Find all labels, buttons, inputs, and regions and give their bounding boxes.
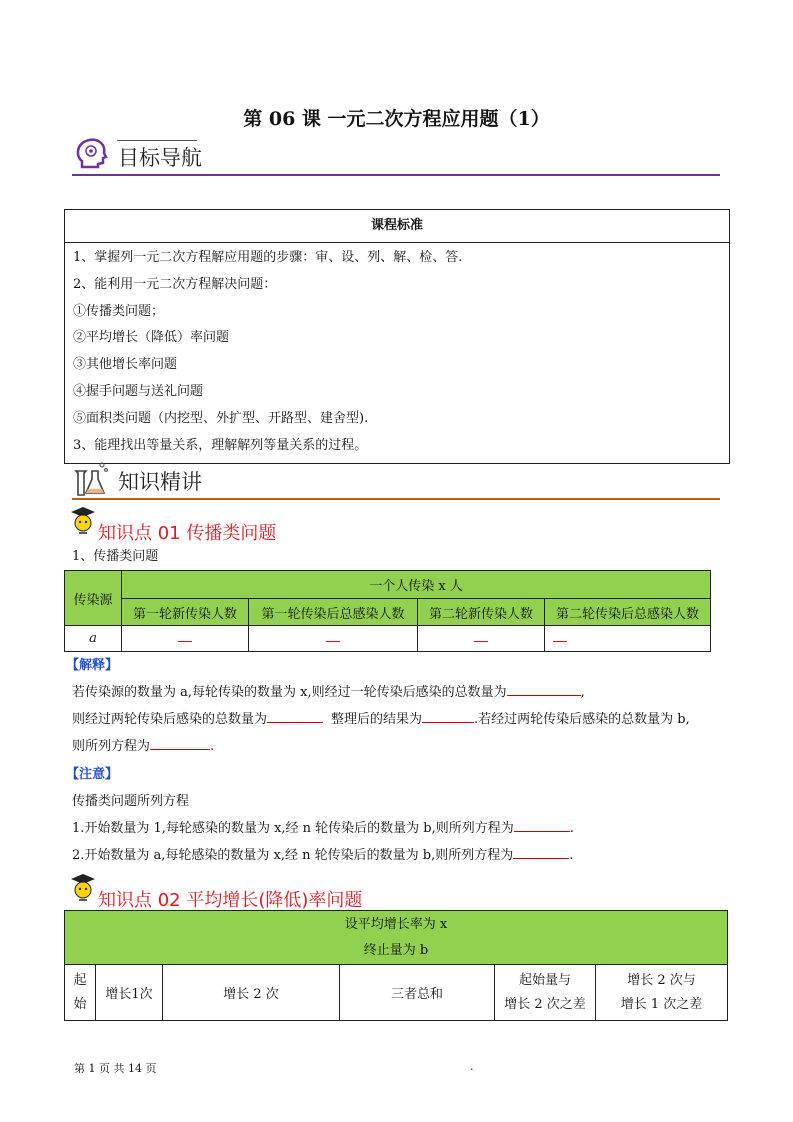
standards-row: ⑤面积类问题（内挖型、外扩型、开路型、建舍型).	[73, 410, 369, 426]
knowledge-point-1-title: 知识点 01 传播类问题	[98, 523, 277, 544]
answer-blank[interactable]	[507, 683, 581, 696]
knowledge-section-title: 知识精讲	[118, 470, 202, 494]
table-col-header: 第二轮传染后总感染人数	[545, 599, 711, 626]
knowledge-point-2-title: 知识点 02 平均增长(降低)率问题	[98, 890, 363, 911]
note-line-1	[72, 817, 574, 836]
graduate-mascot-icon	[68, 872, 98, 902]
table-col-header: 第一轮传染后总感染人数	[249, 599, 418, 626]
note-end: .	[569, 821, 574, 836]
answer-blank[interactable]	[326, 641, 340, 642]
table-answer-cell[interactable]	[122, 626, 249, 652]
brain-head-icon	[72, 137, 110, 173]
diff-start-text: 起始量与	[518, 972, 571, 988]
spread-problem-table	[64, 570, 711, 652]
table-col-header: 第一轮新传染人数	[122, 599, 249, 626]
start-col-text: 起	[73, 972, 87, 988]
lab-flask-icon	[72, 461, 110, 497]
knowledge-section-bar	[72, 498, 720, 500]
page-title: 第 06 课 一元二次方程应用题（1）	[243, 108, 550, 130]
curriculum-standards-table	[64, 209, 730, 464]
table-row-label: a	[65, 626, 122, 652]
note-text: 2.开始数量为 a,每轮感染的数量为 x,经 n 轮传染后的数量为 b,则所列方程为	[72, 848, 514, 863]
answer-blank[interactable]	[150, 737, 210, 750]
sum-col: 三者总和	[340, 965, 495, 1021]
table-answer-cell[interactable]	[418, 626, 545, 652]
goal-section-header	[72, 140, 720, 176]
answer-blank[interactable]	[514, 819, 570, 832]
goal-section-bar	[72, 174, 720, 176]
answer-blank[interactable]	[513, 846, 569, 859]
explain-text: .	[210, 739, 215, 754]
standards-row: ③其他增长率问题	[73, 357, 178, 373]
standards-row: 2、能利用一元二次方程解决问题：	[73, 276, 277, 292]
diff-growth-col	[596, 965, 728, 1021]
standards-row: 3、能理找出等量关系，理解解列等量关系的过程。	[73, 437, 368, 453]
standards-row: ①传播类问题；	[73, 303, 165, 319]
diff-growth-text: 增长 1 次之差	[620, 996, 703, 1012]
standards-row: 1、掌握列一元二次方程解应用题的步骤：审、设、列、解、检、答.	[73, 250, 463, 265]
note-line-2	[72, 844, 573, 863]
note-intro: 传播类问题所列方程	[72, 794, 190, 809]
diff-growth-text: 增长 2 次与	[627, 972, 696, 988]
kp1-subtitle: 1、传播类问题	[72, 549, 159, 564]
diff-start-text: 增长 2 次之差	[504, 996, 586, 1012]
graduate-mascot-icon	[68, 505, 98, 535]
goal-section-title: 目标导航	[118, 146, 202, 170]
answer-blank[interactable]	[178, 641, 192, 642]
answer-blank[interactable]	[267, 710, 323, 723]
page-number: 第 1 页 共 14 页	[74, 1062, 157, 1075]
table-answer-cell[interactable]	[545, 626, 711, 652]
explain-line-2	[72, 708, 690, 727]
header-divider	[117, 140, 197, 141]
growth-rate-label: 设平均增长率为 x	[344, 916, 448, 932]
note-tag: 【注意】	[66, 767, 119, 782]
explain-line-3	[72, 735, 214, 754]
end-amount-label: 终止量为 b	[363, 942, 429, 958]
note-text: 1.开始数量为 1,每轮感染的数量为 x,经 n 轮传染后的数量为 b,则所列方程为	[72, 821, 514, 836]
answer-blank[interactable]	[553, 641, 567, 642]
table-col-header: 第二轮新传染人数	[418, 599, 545, 626]
growth-twice-col: 增长 2 次	[163, 965, 340, 1021]
explain-text: 整理后的结果为	[331, 712, 423, 727]
standards-header: 课程标准	[65, 210, 729, 243]
explain-text: 若传染源的数量为 a,每轮传染的数量为 x,则经过一轮传染后感染的总数量为	[72, 685, 507, 700]
knowledge-section-header	[72, 464, 720, 500]
note-end: .	[569, 848, 574, 863]
footer-dot: .	[470, 1060, 474, 1073]
answer-blank[interactable]	[422, 710, 474, 723]
explain-line-1	[72, 681, 585, 700]
diff-start-col	[495, 965, 596, 1021]
explain-tag: 【解释】	[66, 658, 119, 673]
start-col	[65, 965, 96, 1021]
answer-blank[interactable]	[474, 641, 488, 642]
growth-rate-table	[64, 910, 728, 1021]
explain-text: 则所列方程为	[72, 739, 151, 754]
explain-text: 则经过两轮传染后感染的总数量为	[72, 712, 268, 727]
standards-row: ②平均增长（降低）率问题	[73, 330, 230, 346]
table-answer-cell[interactable]	[249, 626, 418, 652]
growth-once-col: 增长1次	[96, 965, 163, 1021]
table-header-source: 传染源	[65, 571, 122, 626]
start-col-text: 始	[73, 996, 87, 1012]
standards-row: ④握手问题与送礼问题	[73, 383, 204, 399]
table-header-group: 一个人传染 x 人	[122, 571, 711, 599]
explain-text: .若经过两轮传染后感染的总数量为 b,	[474, 712, 690, 727]
growth-table-header	[65, 911, 728, 965]
explain-text: ,	[580, 685, 585, 700]
